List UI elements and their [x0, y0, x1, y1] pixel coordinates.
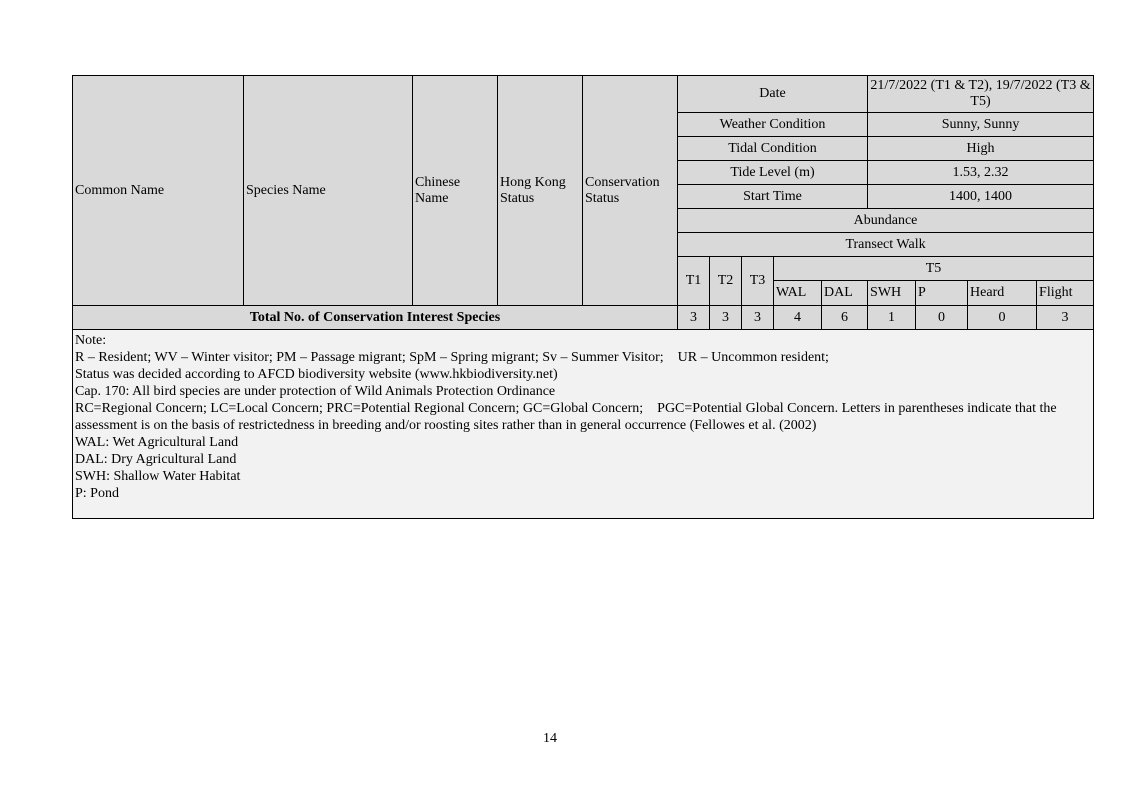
header-t2: T2 — [710, 257, 742, 306]
header-hk-status: Hong Kong Status — [498, 76, 583, 306]
info-label-start-time: Start Time — [678, 185, 868, 209]
header-t5-wal: WAL — [774, 281, 822, 306]
header-t5-flight: Flight — [1037, 281, 1094, 306]
note-wal: WAL: Wet Agricultural Land — [75, 435, 239, 450]
total-value-wal: 4 — [774, 306, 822, 330]
total-value-dal: 6 — [822, 306, 868, 330]
total-value-p: 0 — [916, 306, 968, 330]
note-heading: Note: — [75, 333, 107, 348]
bird-survey-table — [72, 75, 1094, 519]
header-species-name: Species Name — [244, 76, 413, 306]
info-label-tide-level: Tide Level (m) — [678, 161, 868, 185]
total-row-label: Total No. of Conservation Interest Species — [73, 306, 678, 330]
total-row — [73, 306, 1094, 330]
total-value-t2: 3 — [710, 306, 742, 330]
note-dal: DAL: Dry Agricultural Land — [75, 452, 237, 467]
header-t5-heard: Heard — [968, 281, 1037, 306]
total-value-t1: 3 — [678, 306, 710, 330]
info-label-tidal: Tidal Condition — [678, 137, 868, 161]
note-concern-codes: RC=Regional Concern; LC=Local Concern; PRC=Potential Regional Concern; GC=Global Concern; PGC=Potential Global Concern. Letters in parentheses indicate that the assessment is on the basis of restrictedness in breeding and/or roosting sites rather than in general occurrence (Fellowes et al. (2002) — [75, 401, 1061, 433]
info-label-date: Date — [678, 76, 868, 113]
total-value-t3: 3 — [742, 306, 774, 330]
total-value-heard: 0 — [968, 306, 1037, 330]
header-t3: T3 — [742, 257, 774, 306]
info-value-tide-level: 1.53, 2.32 — [868, 161, 1094, 185]
header-conservation-status: Conservation Status — [583, 76, 678, 306]
note-p: P: Pond — [75, 486, 119, 501]
info-value-start-time: 1400, 1400 — [868, 185, 1094, 209]
note-swh: SWH: Shallow Water Habitat — [75, 469, 241, 484]
header-t1: T1 — [678, 257, 710, 306]
abundance-header: Abundance — [678, 209, 1094, 233]
info-label-weather: Weather Condition — [678, 113, 868, 137]
transect-walk-header: Transect Walk — [678, 233, 1094, 257]
total-value-swh: 1 — [868, 306, 916, 330]
header-chinese-name: Chinese Name — [413, 76, 498, 306]
total-value-flight: 3 — [1037, 306, 1094, 330]
header-t5: T5 — [774, 257, 1094, 281]
header-t5-p: P — [916, 281, 968, 306]
info-value-date: 21/7/2022 (T1 & T2), 19/7/2022 (T3 & T5) — [868, 76, 1094, 113]
info-value-weather: Sunny, Sunny — [868, 113, 1094, 137]
info-value-tidal: High — [868, 137, 1094, 161]
header-common-name: Common Name — [73, 76, 244, 306]
notes-cell — [73, 330, 1094, 519]
note-status-codes: R – Resident; WV – Winter visitor; PM – Passage migrant; SpM – Spring migrant; Sv – Summer Visitor; UR – Uncommon resident; — [75, 350, 829, 365]
header-t5-dal: DAL — [822, 281, 868, 306]
note-cap-170: Cap. 170: All bird species are under protection of Wild Animals Protection Ordinance — [75, 384, 556, 399]
header-t5-swh: SWH — [868, 281, 916, 306]
note-status-source: Status was decided according to AFCD biodiversity website (www.hkbiodiversity.net) — [75, 367, 558, 382]
page-number: 14 — [543, 731, 557, 746]
